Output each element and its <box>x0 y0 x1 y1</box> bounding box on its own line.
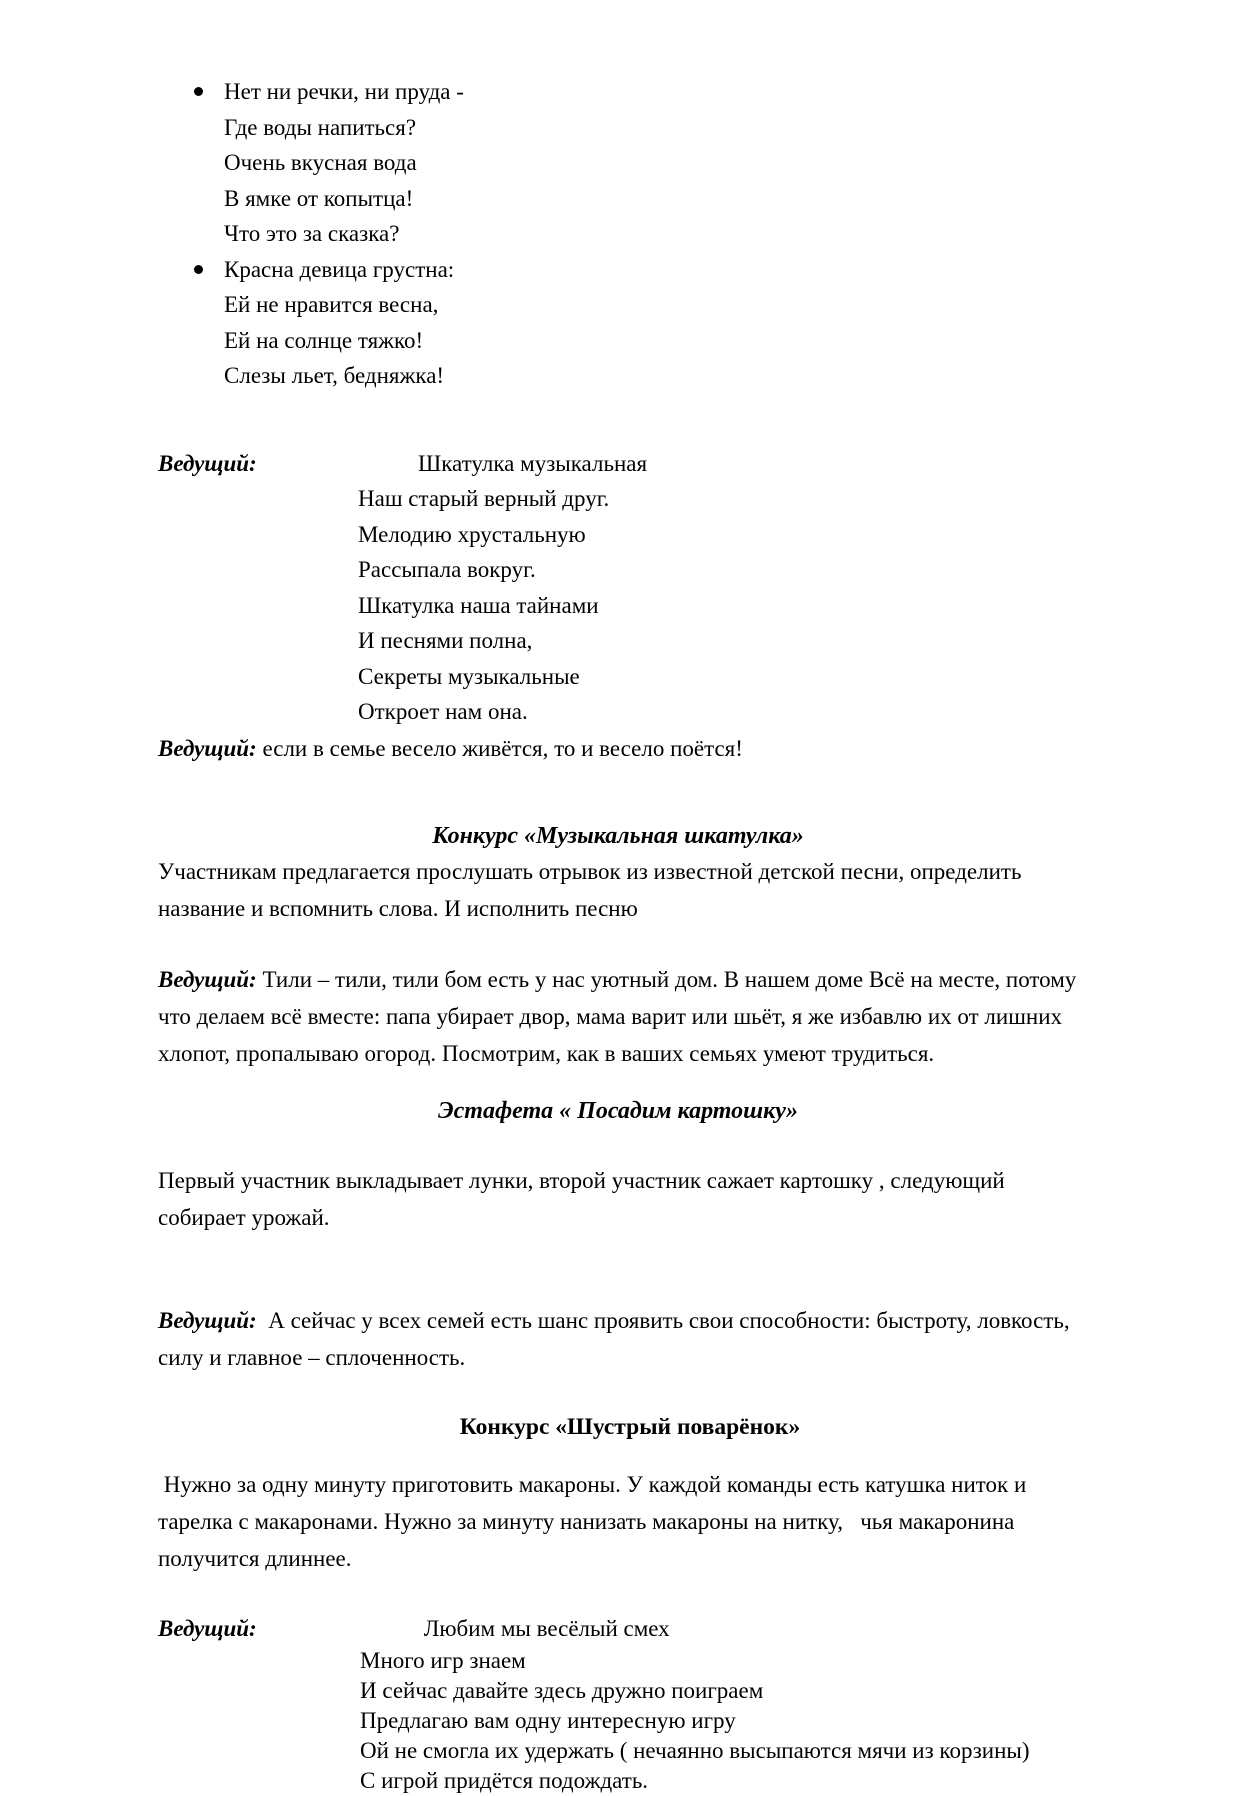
relay-potato-description: Первый участник выкладывает лунки, второй участник сажает картошку , следующий собирает урожай. <box>158 1162 1078 1236</box>
verse-line: Много игр знаем <box>360 1646 1078 1676</box>
riddle-line: Ей на солнце тяжко! <box>224 323 1078 359</box>
speaker-label: Ведущий: <box>158 967 257 992</box>
riddle-line: Слезы льет, бедняжка! <box>224 358 1078 394</box>
riddles-list <box>158 74 1078 394</box>
riddle-line: Где воды напиться? <box>224 110 1078 146</box>
music-box-verse-block <box>158 446 1078 730</box>
verse-line: Наш старый верный друг. <box>358 481 1078 517</box>
riddle-line: Ей не нравится весна, <box>224 287 1078 323</box>
riddle-line: Что это за сказка? <box>224 216 1078 252</box>
verse-first-row <box>158 1611 1078 1647</box>
list-item <box>158 74 1078 252</box>
speaker-label: Ведущий: <box>158 446 388 482</box>
speaker-label: Ведущий: <box>158 1308 257 1333</box>
spacer <box>158 1288 1078 1302</box>
final-verse-block <box>158 1611 1078 1796</box>
verse-line: Рассыпала вокруг. <box>358 552 1078 588</box>
riddle-line: В ямке от копытца! <box>224 181 1078 217</box>
verse-line: И песнями полна, <box>358 623 1078 659</box>
verse-line: Шкатулка музыкальная <box>418 446 647 482</box>
document-content <box>158 74 1078 1796</box>
verse-lines <box>358 481 1078 730</box>
speaker-label: Ведущий: <box>158 736 257 761</box>
verse-line: Мелодию хрустальную <box>358 517 1078 553</box>
verse-line: Ой не смогла их удержать ( нечаянно высыпаются мячи из корзины) <box>360 1736 1078 1766</box>
spacer <box>158 1444 1078 1466</box>
spacer <box>158 394 1078 446</box>
contest-cook-description: Нужно за одну минуту приготовить макароны. У каждой команды есть катушка ниток и тарелка с макаронами. Нужно за минуту нанизать макароны на нитку, чья макаронина получится длиннее. <box>158 1466 1078 1577</box>
verse-first-row <box>158 446 1078 482</box>
riddle-line: Красна девица грустна: <box>224 252 1078 288</box>
spacer <box>158 767 1078 819</box>
heading-contest-music-box: Конкурс «Музыкальная шкатулка» <box>158 819 1078 853</box>
verse-line: Секреты музыкальные <box>358 659 1078 695</box>
spacer <box>158 1072 1078 1094</box>
host-line-chance <box>158 1302 1078 1376</box>
verse-line: Любим мы весёлый смех <box>418 1614 670 1644</box>
verse-line: Предлагаю вам одну интересную игру <box>360 1706 1078 1736</box>
spacer <box>158 1236 1078 1288</box>
list-item <box>158 252 1078 394</box>
host-line-family <box>158 730 1078 767</box>
verse-line: И сейчас давайте здесь дружно поиграем <box>360 1676 1078 1706</box>
riddle-line: Очень вкусная вода <box>224 145 1078 181</box>
verse-line: Шкатулка наша тайнами <box>358 588 1078 624</box>
verse-line: С игрой придётся подождать. <box>360 1766 1078 1796</box>
spacer <box>158 1128 1078 1162</box>
host-line-text: Тили – тили, тили бом есть у нас уютный дом. В нашем доме Всё на месте, потому что делаем всё вместе: папа убирает двор, мама варит или шьёт, я же избавлю их от лишних хлопот, пропалываю огород. Посмотрим, как в ваших семьях умеют трудиться. <box>158 967 1082 1066</box>
verse-line: Откроет нам она. <box>358 694 1078 730</box>
heading-relay-potato: Эстафета « Посадим картошку» <box>158 1094 1078 1128</box>
contest-music-box-description: Участникам предлагается прослушать отрывок из известной детской песни, определить название и вспомнить слова. И исполнить песню <box>158 853 1078 927</box>
host-line-tili <box>158 961 1078 1072</box>
spacer <box>158 927 1078 961</box>
speaker-label: Ведущий: <box>158 1611 388 1647</box>
spacer <box>158 1577 1078 1611</box>
heading-contest-cook: Конкурс «Шустрый поварёнок» <box>158 1410 1078 1444</box>
host-line-text: если в семье весело живётся, то и весело поётся! <box>257 736 743 761</box>
riddle-line: Нет ни речки, ни пруда - <box>224 74 1078 110</box>
spacer <box>158 1376 1078 1410</box>
verse-lines <box>360 1646 1078 1796</box>
host-line-text: А сейчас у всех семей есть шанс проявить свои способности: быстроту, ловкость, силу и главное – сплоченность. <box>158 1308 1075 1370</box>
